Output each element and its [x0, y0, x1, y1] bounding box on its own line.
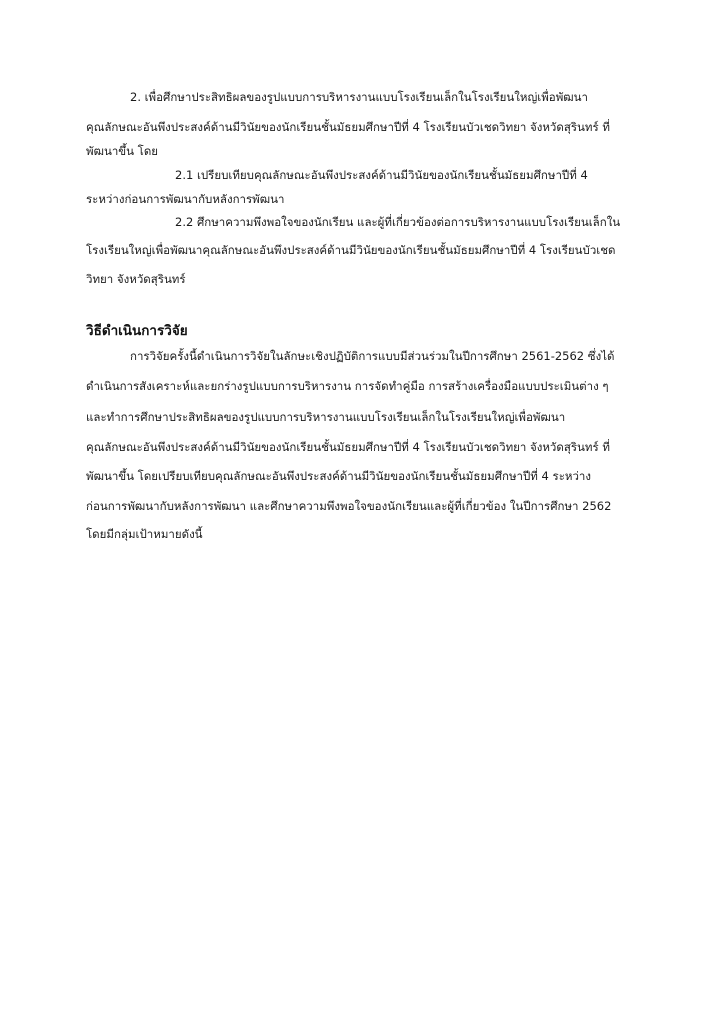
sub-objective-2-1-line-2: ระหว่างก่อนการพัฒนากับหลังการพัฒนา [86, 192, 285, 206]
section-heading-research-method: วิธีดำเนินการวิจัย [86, 323, 188, 339]
sub-objective-2-2-line-1: 2.2 ศึกษาความพึงพอใจของนักเรียน และผู้ที่เกี่ยวข้องต่อการบริหารงานแบบโรงเรียนเล็กใน [175, 215, 621, 229]
objective-2-line-3: พัฒนาขึ้น โดย [86, 144, 159, 158]
sub-objective-2-2-line-3: วิทยา จังหวัดสุรินทร์ [86, 272, 186, 286]
method-paragraph-line: ดำเนินการสังเคราะห์และยกร่างรูปแบบการบริหารงาน การจัดทำคู่มือ การสร้างเครื่องมือแบบประเมินต่าง ๆ [86, 379, 609, 393]
method-paragraph-line: ก่อนการพัฒนากับหลังการพัฒนา และศึกษาความพึงพอใจของนักเรียนและผู้ที่เกี่ยวข้อง ในปีการศึกษา 2562 [86, 499, 612, 513]
sub-objective-2-1-line-1: 2.1 เปรียบเทียบคุณลักษณะอันพึงประสงค์ด้านมีวินัยของนักเรียนชั้นมัธยมศึกษาปีที่ 4 [175, 168, 588, 182]
sub-objective-2-2-line-2: โรงเรียนใหญ่เพื่อพัฒนาคุณลักษณะอันพึงประสงค์ด้านมีวินัยของนักเรียนชั้นมัธยมศึกษาปีที่ 4 โรงเรียนบัวเชด [86, 243, 616, 257]
objective-2-line-1: 2. เพื่อศึกษาประสิทธิผลของรูปแบบการบริหารงานแบบโรงเรียนเล็กในโรงเรียนใหญ่เพื่อพัฒนา [130, 90, 588, 104]
objective-2-line-2: คุณลักษณะอันพึงประสงค์ด้านมีวินัยของนักเรียนชั้นมัธยมศึกษาปีที่ 4 โรงเรียนบัวเชดวิทยา จังหวัดสุรินทร์ ที่ [86, 120, 610, 134]
method-paragraph-line: พัฒนาขึ้น โดยเปรียบเทียบคุณลักษณะอันพึงประสงค์ด้านมีวินัยของนักเรียนชั้นมัธยมศึกษาปีที่ 4 ระหว่าง [86, 469, 591, 483]
method-paragraph-line: การวิจัยครั้งนี้ดำเนินการวิจัยในลักษะเชิงปฏิบัติการแบบมีส่วนร่วมในปีการศึกษา 2561-2562 ซึ่งได้ [130, 349, 615, 363]
method-paragraph-line: และทำการศึกษาประสิทธิผลของรูปแบบการบริหารงานแบบโรงเรียนเล็กในโรงเรียนใหญ่เพื่อพัฒนา [86, 410, 566, 424]
method-paragraph-line: โดยมีกลุ่มเป้าหมายดังนี้ [86, 527, 203, 541]
method-paragraph-line: คุณลักษณะอันพึงประสงค์ด้านมีวินัยของนักเรียนชั้นมัธยมศึกษาปีที่ 4 โรงเรียนบัวเชดวิทยา จังหวัดสุรินทร์ ที่ [86, 440, 610, 454]
